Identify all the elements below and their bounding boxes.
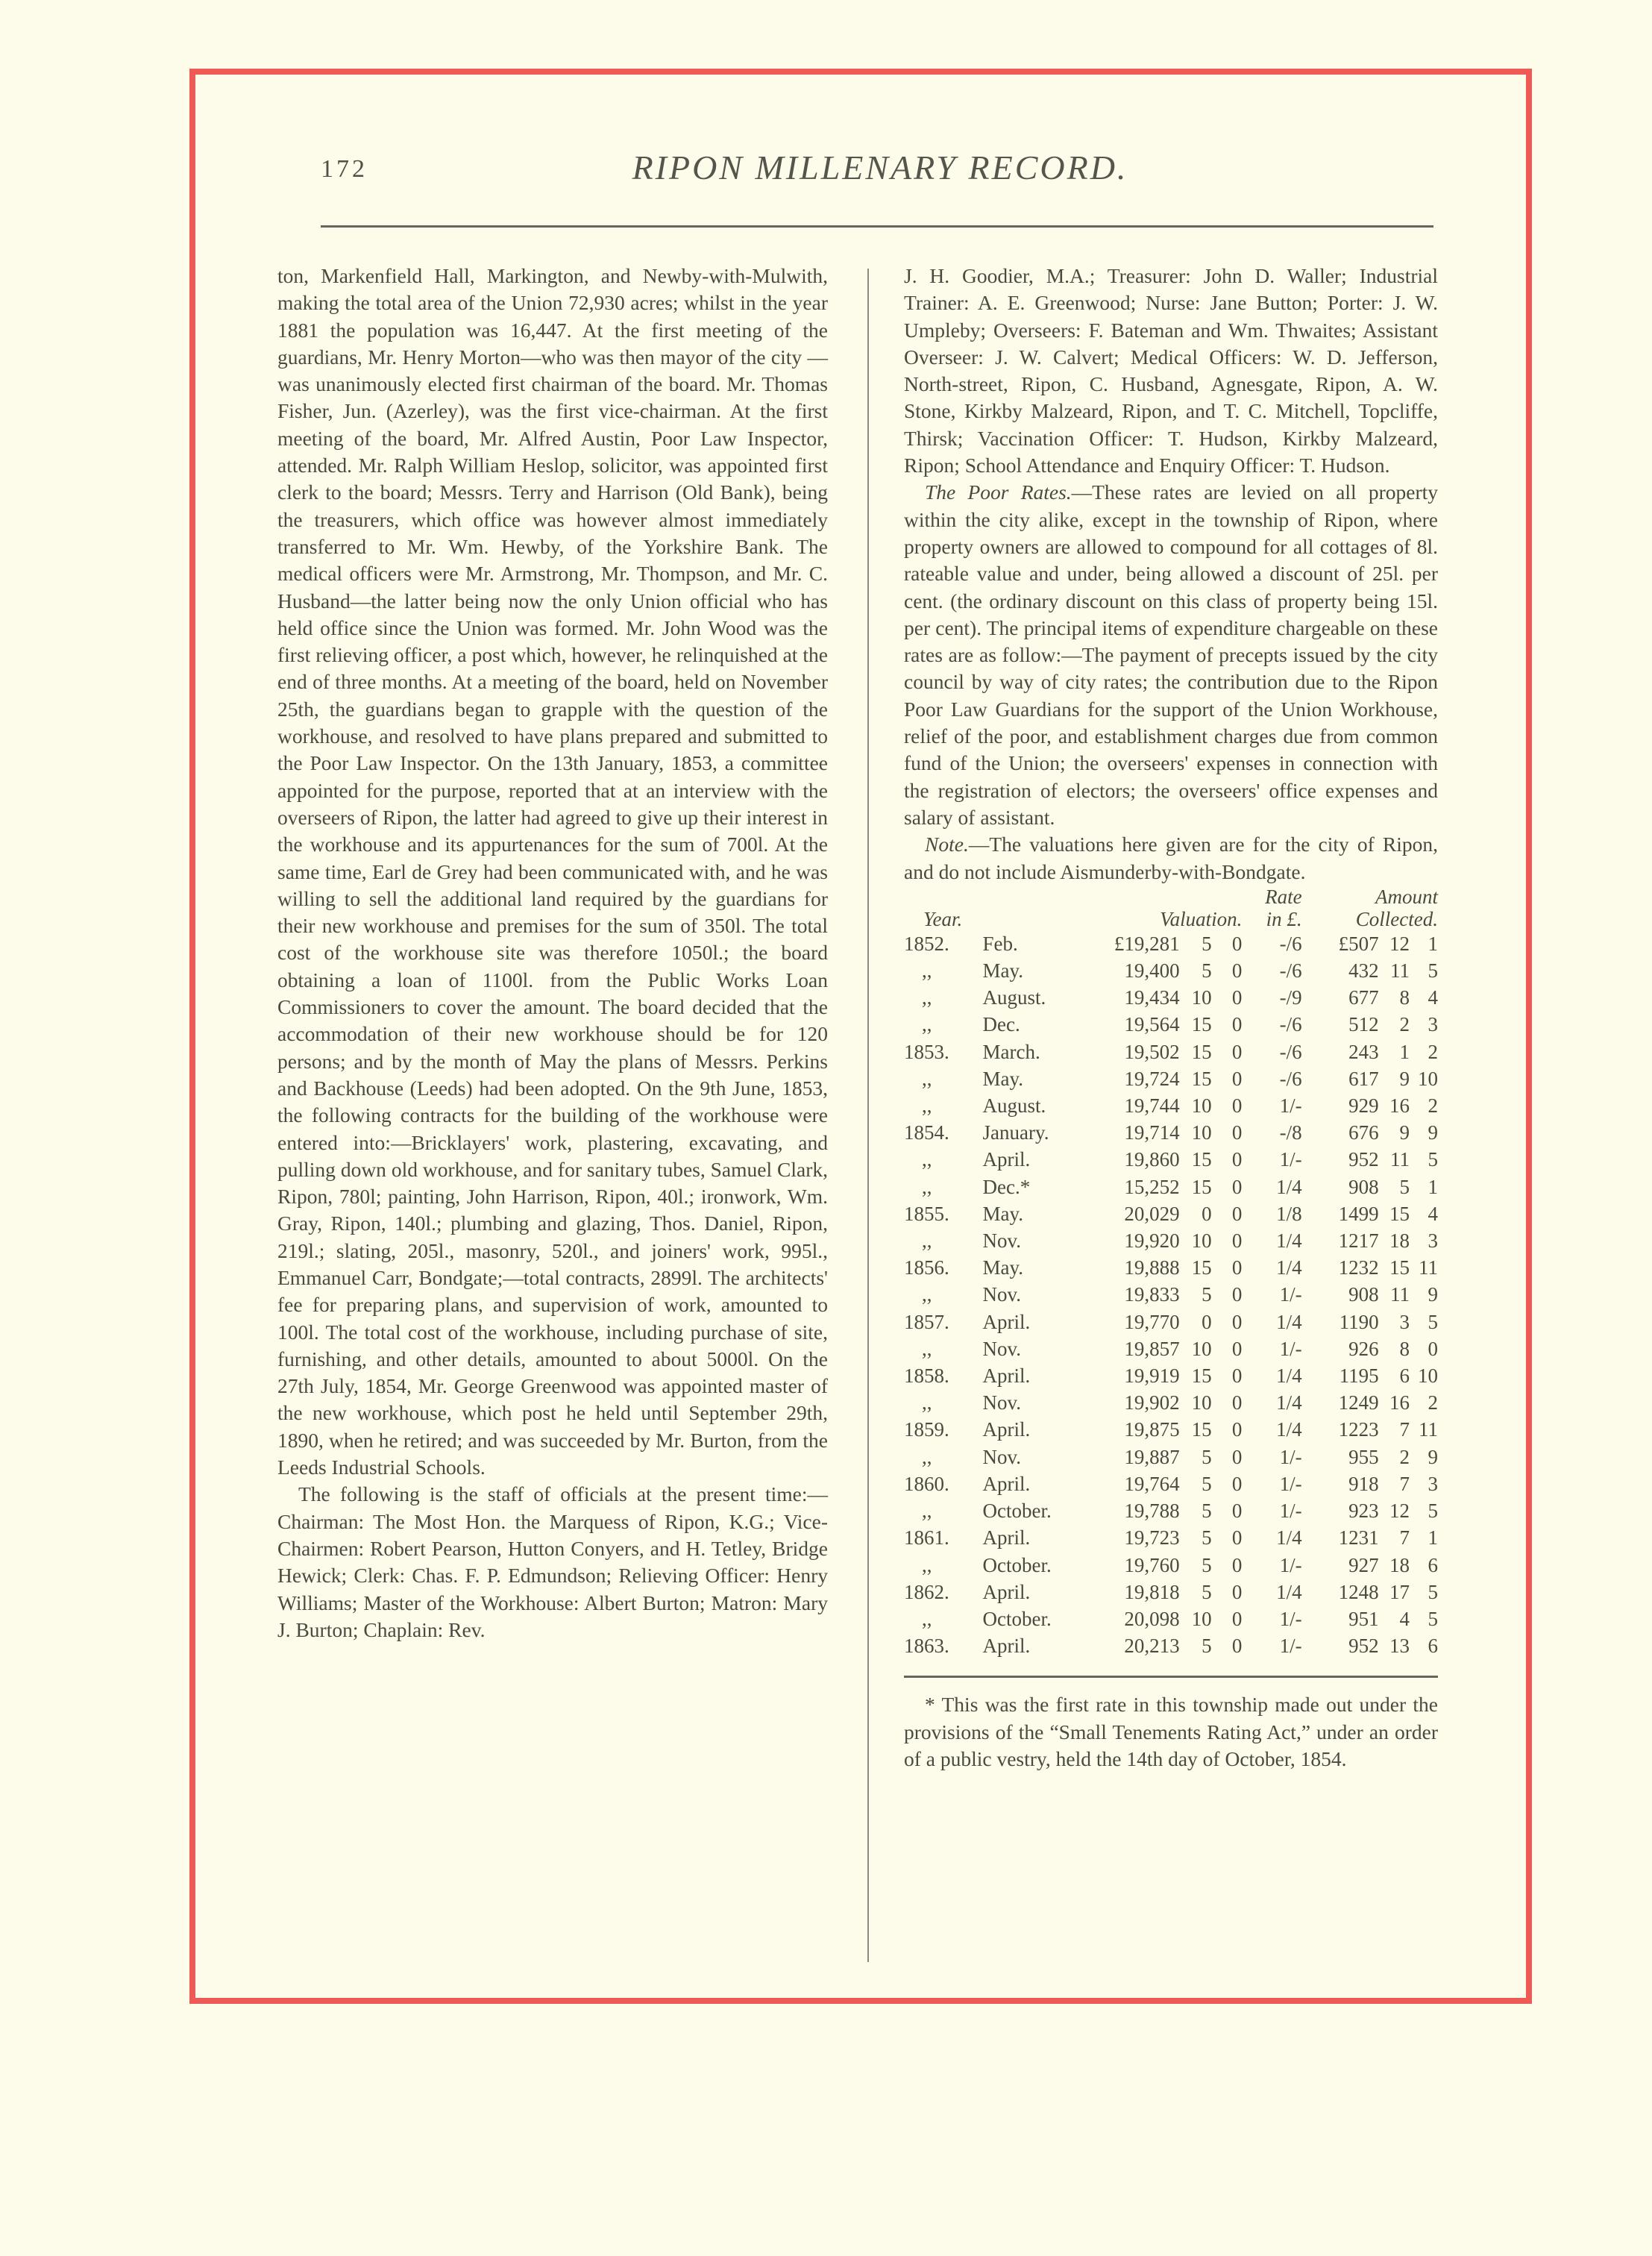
cell-amount-pence: 2 (1428, 1094, 1438, 1118)
cell-year: 1857. (904, 1310, 949, 1333)
cell-amount-pence: 4 (1428, 1202, 1438, 1225)
cell-year: ,, (922, 1445, 932, 1468)
right-column (904, 263, 1438, 1773)
cell-rate: -/8 (1279, 1121, 1302, 1144)
cell-amount-pence: 1 (1428, 932, 1438, 955)
cell-year: ,, (922, 1175, 932, 1198)
cell-valuation-pence: 0 (1231, 1067, 1243, 1090)
cell-month: April. (982, 1635, 1031, 1658)
poor-rates-table (904, 886, 1438, 1659)
cell-amount-pence: 9 (1428, 1445, 1438, 1468)
cell-amount-pence: 11 (1419, 1256, 1438, 1279)
cell-valuation-pounds: 19,502 (1124, 1040, 1180, 1063)
cell-amount-pence: 6 (1428, 1553, 1438, 1576)
cell-year: ,, (922, 1337, 932, 1360)
table-row (904, 1335, 1438, 1362)
cell-year: 1855. (904, 1202, 949, 1225)
cell-rate: -/6 (1279, 932, 1302, 955)
cell-month: April. (982, 1472, 1031, 1495)
cell-year: ,, (922, 986, 932, 1009)
cell-valuation-shillings: 5 (1202, 1635, 1212, 1658)
cell-valuation-pence: 0 (1231, 1175, 1243, 1198)
cell-month: April. (982, 1526, 1031, 1550)
cell-amount-pounds: 1217 (1338, 1229, 1379, 1253)
cell-amount-shillings: 6 (1399, 1364, 1410, 1388)
cell-amount-pence: 1 (1428, 1526, 1438, 1550)
cell-valuation-shillings: 10 (1191, 986, 1212, 1009)
cell-amount-pence: 5 (1428, 959, 1438, 983)
cell-amount-pounds: £507 (1338, 932, 1379, 955)
cell-valuation-pounds: 19,875 (1124, 1418, 1180, 1441)
cell-valuation-pence: 0 (1231, 1229, 1243, 1253)
table-row (904, 1146, 1438, 1173)
cell-amount-pounds: 951 (1348, 1607, 1379, 1630)
table-row (904, 1309, 1438, 1335)
footnote-rule (904, 1676, 1438, 1678)
table-row (904, 1174, 1438, 1200)
cell-valuation-pence: 0 (1231, 1553, 1243, 1576)
rate-header-line2: in £. (1266, 907, 1302, 930)
cell-amount-pounds: 617 (1348, 1067, 1379, 1090)
cell-valuation-pence: 0 (1231, 1580, 1243, 1603)
cell-year: 1862. (904, 1580, 949, 1603)
cell-amount-pence: 10 (1418, 1067, 1438, 1090)
cell-rate: -/6 (1279, 1067, 1302, 1090)
cell-amount-pence: 0 (1428, 1337, 1438, 1360)
cell-amount-shillings: 7 (1399, 1526, 1410, 1550)
cell-amount-pounds: 952 (1348, 1148, 1379, 1171)
cell-valuation-shillings: 15 (1191, 1067, 1212, 1090)
cell-valuation-shillings: 10 (1191, 1094, 1212, 1118)
table-row (904, 957, 1438, 984)
paragraph-poor-rates (904, 479, 1438, 831)
cell-rate: 1/4 (1276, 1175, 1302, 1198)
cell-valuation-pence: 0 (1231, 1121, 1243, 1144)
table-row (904, 1011, 1438, 1038)
cell-amount-shillings: 7 (1399, 1418, 1410, 1441)
cell-amount-pounds: 927 (1348, 1553, 1379, 1576)
cell-amount-pounds: 677 (1348, 986, 1379, 1009)
cell-valuation-pounds: 19,920 (1124, 1229, 1180, 1253)
table-row (904, 1632, 1438, 1659)
cell-valuation-pounds: 20,098 (1124, 1607, 1180, 1630)
cell-valuation-pence: 0 (1231, 1094, 1243, 1118)
cell-month: April. (982, 1418, 1031, 1441)
cell-year: ,, (922, 1094, 932, 1118)
cell-valuation-pounds: 19,818 (1124, 1580, 1180, 1603)
cell-amount-pounds: 1190 (1339, 1310, 1379, 1333)
cell-amount-pence: 5 (1428, 1580, 1438, 1603)
cell-valuation-shillings: 15 (1191, 1256, 1212, 1279)
cell-year: 1860. (904, 1472, 949, 1495)
cell-month: Nov. (982, 1445, 1022, 1468)
cell-amount-pence: 3 (1428, 1013, 1438, 1036)
cell-month: May. (982, 959, 1024, 983)
cell-amount-pence: 9 (1428, 1283, 1438, 1306)
paragraph-union-history: ton, Markenfield Hall, Markington, and Newby-with-Mulwith, making the total area of the Union 72,930 acres; whilst in the year 1881 the population was 16,447. At the first meeting of the guardians, Mr. Henry Morton—who was then mayor of the city —was unanimously elected first chairman of the board. Mr. Thomas Fisher, Jun. (Azerley), was the first vice-chairman. At the first meeting of the board, Mr. Alfred Austin, Poor Law Inspector, attended. Mr. Ralph William Heslop, solicitor, was appointed first clerk to the board; Messrs. Terry and Harrison (Old Bank), being the treasurers, which office was however almost immediately transferred to Mr. Wm. Hewby, of the Yorkshire Bank. The medical officers were Mr. Armstrong, Mr. Thompson, and Mr. C. Husband—the latter being now the only Union official who has held office since the Union was formed. Mr. John Wood was the first relieving officer, a post which, however, he relinquished at the end of three months. At a meeting of the board, held on November 25th, the guardians began to grapple with the question of the workhouse, and resolved to have plans prepared and submitted to the Poor Law Inspector. On the 13th January, 1853, a committee appointed for the purpose, reported that at an interview with the overseers of Ripon, the latter had agreed to give up their interest in the workhouse and its appurtenances for the sum of 700l. At the same time, Earl de Grey had been communicated with, and he was willing to sell the additional land required by the guardians for their new workhouse and premises for the sum of 350l. The total cost of the workhouse site was therefore 1050l.; the board obtaining a loan of 1100l. from the Public Works Loan Commissioners to cover the amount. The board decided that the accommodation of their new workhouse should be for 120 persons; and by the month of May the plans of Messrs. Perkins and Backhouse (Leeds) had been adopted. On the 9th June, 1853, the following contracts for the building of the workhouse were entered into:—Bricklayers' work, plastering, excavating, and pulling down old workhouse, and for sanitary tubes, Samuel Clark, Ripon, 780l; painting, John Harrison, Ripon, 40l.; ironwork, Wm. Gray, Ripon, 140l.; plumbing and glazing, Thos. Daniel, Ripon, 219l.; slating, 205l., masonry, 520l., and joiners' work, 995l., Emmanuel Carr, Bondgate;—total contracts, 2899l. The architects' fee for preparing plans, and supervision of work, amounted to 100l. The total cost of the workhouse, including purchase of site, furnishing, and other details, amounted to about 5000l. On the 27th July, 1854, Mr. George Greenwood was appointed master of the new workhouse, which post he held until September 29th, 1890, when he retired; and was succeeded by Mr. Burton, from the Leeds Industrial Schools. (277, 264, 828, 1479)
table-row (904, 1605, 1438, 1632)
cell-amount-pounds: 952 (1348, 1635, 1379, 1658)
cell-month: Dec. (982, 1013, 1020, 1036)
left-column (277, 263, 828, 1644)
cell-amount-shillings: 11 (1389, 1148, 1410, 1171)
cell-amount-pounds: 926 (1348, 1337, 1379, 1360)
cell-rate: 1/4 (1276, 1310, 1302, 1333)
cell-valuation-shillings: 15 (1191, 1364, 1212, 1388)
cell-rate: 1/4 (1276, 1526, 1302, 1550)
cell-rate: 1/4 (1276, 1364, 1302, 1388)
cell-amount-shillings: 9 (1399, 1121, 1410, 1144)
cell-rate: 1/- (1279, 1445, 1302, 1468)
cell-valuation-pounds: 20,213 (1124, 1635, 1180, 1658)
cell-valuation-pounds: 19,723 (1124, 1526, 1180, 1550)
table-row (904, 1281, 1438, 1308)
table-row (904, 1416, 1438, 1443)
cell-month: April. (982, 1310, 1031, 1333)
table-row (904, 1389, 1438, 1416)
cell-valuation-pounds: 19,770 (1124, 1310, 1180, 1333)
cell-valuation-pounds: 19,434 (1124, 986, 1180, 1009)
cell-valuation-pounds: 19,400 (1124, 959, 1180, 983)
cell-valuation-shillings: 5 (1202, 959, 1212, 983)
cell-valuation-pence: 0 (1231, 1607, 1243, 1630)
cell-year: ,, (922, 959, 932, 983)
cell-valuation-shillings: 0 (1202, 1310, 1212, 1333)
cell-amount-pounds: 918 (1348, 1472, 1379, 1495)
cell-valuation-pounds: 19,919 (1124, 1364, 1180, 1388)
cell-amount-shillings: 8 (1399, 1337, 1410, 1360)
table-row (904, 1227, 1438, 1254)
cell-valuation-pence: 0 (1231, 1364, 1243, 1388)
cell-amount-pounds: 1248 (1338, 1580, 1379, 1603)
cell-month: April. (982, 1364, 1031, 1388)
cell-month: Feb. (982, 932, 1018, 955)
cell-amount-pence: 5 (1428, 1500, 1438, 1523)
running-title: RIPON MILLENARY RECORD. (632, 148, 1128, 187)
cell-rate: 1/4 (1276, 1256, 1302, 1279)
poor-rates-body: —These rates are levied on all property within the city alike, except in the township of Ripon, where property owners are allowed to compound for all cottages of 8l. rateable value and under, being allowed a discount of 25l. per cent. (the ordinary discount on this class of property being 15l. per cent). The principal items of expenditure chargeable on these rates are as follow:—The payment of precepts issued by the city council by way of city rates; the contribution due to the Ripon Poor Law Guardians for the support of the Union Workhouse, relief of the poor, and establishment charges due from common fund of the Union; the overseers' expenses in connection with the registration of electors; the overseers' office expenses and salary of assistant. (904, 480, 1438, 829)
cell-month: August. (982, 986, 1046, 1009)
cell-valuation-shillings: 15 (1191, 1148, 1212, 1171)
cell-month: Nov. (982, 1283, 1022, 1306)
note-body: —The valuations here given are for the city of Ripon, and do not include Aismunderby-with-Bondgate. (904, 833, 1438, 883)
cell-month: January. (982, 1121, 1049, 1144)
cell-amount-shillings: 2 (1399, 1013, 1410, 1036)
cell-amount-shillings: 18 (1389, 1553, 1410, 1576)
cell-valuation-shillings: 5 (1202, 1472, 1212, 1495)
cell-valuation-pence: 0 (1231, 1526, 1243, 1550)
cell-rate: 1/- (1279, 1472, 1302, 1495)
cell-rate: 1/- (1279, 1337, 1302, 1360)
cell-valuation-pence: 0 (1231, 1391, 1243, 1414)
cell-year: 1853. (904, 1040, 949, 1063)
cell-amount-pounds: 908 (1348, 1175, 1379, 1198)
cell-month: May. (982, 1256, 1024, 1279)
cell-month: August. (982, 1094, 1046, 1118)
cell-valuation-pence: 0 (1231, 1013, 1243, 1036)
cell-month: April. (982, 1148, 1031, 1171)
cell-rate: 1/4 (1276, 1229, 1302, 1253)
cell-year: ,, (922, 1607, 932, 1630)
cell-valuation-pence: 0 (1231, 1310, 1243, 1333)
cell-amount-pounds: 1499 (1338, 1202, 1379, 1225)
cell-rate: 1/8 (1276, 1202, 1302, 1225)
cell-amount-shillings: 17 (1389, 1580, 1410, 1603)
cell-rate: 1/- (1279, 1148, 1302, 1171)
cell-amount-pence: 1 (1428, 1175, 1438, 1198)
cell-valuation-pence: 0 (1231, 959, 1243, 983)
cell-amount-pounds: 243 (1348, 1040, 1379, 1063)
valuation-header: Valuation. (1160, 907, 1243, 930)
page-header (321, 148, 1439, 192)
cell-amount-pence: 5 (1428, 1148, 1438, 1171)
table-row (904, 1444, 1438, 1470)
cell-year: 1854. (904, 1121, 949, 1144)
cell-amount-shillings: 11 (1389, 1283, 1410, 1306)
cell-amount-pence: 11 (1419, 1418, 1438, 1441)
cell-month: Nov. (982, 1337, 1022, 1360)
cell-valuation-pounds: £19,281 (1114, 932, 1180, 955)
cell-year: ,, (922, 1391, 932, 1414)
cell-year: ,, (922, 1229, 932, 1253)
poor-rates-heading: The Poor Rates. (925, 480, 1072, 504)
cell-month: October. (982, 1607, 1052, 1630)
cell-amount-pence: 6 (1428, 1635, 1438, 1658)
cell-amount-pounds: 908 (1348, 1283, 1379, 1306)
cell-amount-shillings: 12 (1389, 932, 1410, 955)
table-row (904, 1497, 1438, 1524)
header-rule (321, 225, 1433, 228)
paragraph-staff: The following is the staff of officials at the present time:—Chairman: The Most Hon. the Marquess of Ripon, K.G.; Vice-Chairmen: Robert Pearson, Hutton Conyers, and H. Tetley, Bridge Hewick; Clerk: Chas. F. P. Edmundson; Relieving Officer: Henry Williams; Master of the Workhouse: Albert Burton; Matron: Mary J. Burton; Chaplain: Rev. (277, 1482, 828, 1641)
cell-valuation-pence: 0 (1231, 1040, 1243, 1063)
table-row (904, 1065, 1438, 1092)
cell-amount-shillings: 15 (1389, 1202, 1410, 1225)
cell-amount-pence: 10 (1418, 1364, 1438, 1388)
cell-valuation-pence: 0 (1231, 1472, 1243, 1495)
cell-amount-shillings: 12 (1389, 1500, 1410, 1523)
cell-year: 1859. (904, 1418, 949, 1441)
cell-amount-pence: 3 (1428, 1229, 1438, 1253)
cell-valuation-shillings: 15 (1191, 1040, 1212, 1063)
cell-year: 1858. (904, 1364, 949, 1388)
cell-valuation-pounds: 19,724 (1124, 1067, 1180, 1090)
table-header-row-1 (904, 886, 1438, 908)
cell-valuation-pence: 0 (1231, 1635, 1243, 1658)
cell-valuation-shillings: 5 (1202, 1580, 1212, 1603)
cell-amount-shillings: 11 (1389, 959, 1410, 983)
cell-month: March. (982, 1040, 1040, 1063)
cell-valuation-shillings: 5 (1202, 932, 1212, 955)
cell-valuation-pounds: 19,564 (1124, 1013, 1180, 1036)
footnote: * This was the first rate in this township made out under the provisions of the “Small Tenements Rating Act,” under an order of a public vestry, held the 14th day of October, 1854. (904, 1693, 1438, 1770)
cell-valuation-shillings: 5 (1202, 1526, 1212, 1550)
cell-amount-pence: 2 (1428, 1391, 1438, 1414)
cell-valuation-pounds: 19,744 (1124, 1094, 1180, 1118)
cell-amount-shillings: 16 (1389, 1094, 1410, 1118)
cell-valuation-pence: 0 (1231, 1148, 1243, 1171)
table-row (904, 984, 1438, 1011)
cell-rate: 1/- (1279, 1283, 1302, 1306)
table-row (904, 1119, 1438, 1146)
cell-rate: 1/4 (1276, 1418, 1302, 1441)
cell-valuation-pounds: 19,760 (1124, 1553, 1180, 1576)
cell-valuation-pence: 0 (1231, 1500, 1243, 1523)
table-row (904, 1254, 1438, 1281)
cell-month: October. (982, 1553, 1052, 1576)
cell-valuation-pounds: 19,860 (1124, 1148, 1180, 1171)
cell-valuation-shillings: 10 (1191, 1607, 1212, 1630)
rate-header-line1: Rate (1265, 885, 1302, 908)
cell-valuation-shillings: 15 (1191, 1175, 1212, 1198)
cell-year: ,, (922, 1500, 932, 1523)
cell-amount-pence: 5 (1428, 1310, 1438, 1333)
cell-rate: 1/- (1279, 1094, 1302, 1118)
cell-valuation-shillings: 10 (1191, 1229, 1212, 1253)
cell-valuation-pence: 0 (1231, 1283, 1243, 1306)
cell-rate: -/6 (1279, 1040, 1302, 1063)
paragraph-note (904, 831, 1438, 886)
cell-valuation-shillings: 5 (1202, 1283, 1212, 1306)
cell-valuation-shillings: 5 (1202, 1445, 1212, 1468)
cell-valuation-shillings: 15 (1191, 1013, 1212, 1036)
cell-amount-shillings: 2 (1399, 1445, 1410, 1468)
table-row (904, 930, 1438, 957)
cell-year: 1852. (904, 932, 949, 955)
cell-amount-pounds: 1223 (1338, 1418, 1379, 1441)
cell-valuation-pounds: 20,029 (1124, 1202, 1180, 1225)
cell-amount-pence: 9 (1428, 1121, 1438, 1144)
page-number: 172 (321, 155, 368, 183)
cell-valuation-shillings: 10 (1191, 1337, 1212, 1360)
cell-rate: 1/- (1279, 1635, 1302, 1658)
cell-amount-shillings: 13 (1389, 1635, 1410, 1658)
cell-valuation-pence: 0 (1231, 1445, 1243, 1468)
cell-month: Dec.* (982, 1175, 1031, 1198)
cell-valuation-pounds: 19,714 (1124, 1121, 1180, 1144)
cell-valuation-shillings: 15 (1191, 1418, 1212, 1441)
cell-valuation-pounds: 19,902 (1124, 1391, 1180, 1414)
cell-valuation-pence: 0 (1231, 1418, 1243, 1441)
cell-valuation-pounds: 19,857 (1124, 1337, 1180, 1360)
cell-valuation-pence: 0 (1231, 932, 1243, 955)
cell-amount-pounds: 676 (1348, 1121, 1379, 1144)
cell-amount-pounds: 1231 (1338, 1526, 1379, 1550)
cell-year: 1861. (904, 1526, 949, 1550)
cell-amount-pounds: 923 (1348, 1500, 1379, 1523)
cell-year: ,, (922, 1148, 932, 1171)
cell-amount-shillings: 8 (1399, 986, 1410, 1009)
amount-header-line2: Collected. (1355, 907, 1438, 930)
cell-valuation-pounds: 19,833 (1124, 1283, 1180, 1306)
cell-month: May. (982, 1202, 1024, 1225)
cell-amount-shillings: 7 (1399, 1472, 1410, 1495)
table-row (904, 1092, 1438, 1119)
cell-amount-shillings: 16 (1389, 1391, 1410, 1414)
cell-valuation-pounds: 15,252 (1124, 1175, 1180, 1198)
cell-amount-pounds: 512 (1348, 1013, 1379, 1036)
table-row (904, 1362, 1438, 1389)
cell-month: Nov. (982, 1391, 1022, 1414)
year-header: Year. (923, 907, 963, 930)
rates-table-body (904, 930, 1438, 1659)
cell-valuation-pence: 0 (1231, 986, 1243, 1009)
cell-rate: 1/4 (1276, 1391, 1302, 1414)
cell-valuation-pence: 0 (1231, 1337, 1243, 1360)
table-row (904, 1038, 1438, 1065)
cell-valuation-pence: 0 (1231, 1256, 1243, 1279)
table-header-row-2 (904, 908, 1438, 930)
cell-year: ,, (922, 1067, 932, 1090)
cell-amount-pence: 2 (1428, 1040, 1438, 1063)
cell-amount-shillings: 18 (1389, 1229, 1410, 1253)
cell-amount-pounds: 1249 (1338, 1391, 1379, 1414)
note-heading: Note. (925, 833, 969, 856)
table-row (904, 1552, 1438, 1579)
cell-month: Nov. (982, 1229, 1022, 1253)
cell-amount-pence: 5 (1428, 1607, 1438, 1630)
cell-amount-pence: 4 (1428, 986, 1438, 1009)
cell-valuation-shillings: 0 (1202, 1202, 1212, 1225)
cell-valuation-shillings: 5 (1202, 1553, 1212, 1576)
column-divider (867, 269, 869, 1962)
cell-year: 1856. (904, 1256, 949, 1279)
cell-rate: 1/- (1279, 1607, 1302, 1630)
paragraph-staff-continued: J. H. Goodier, M.A.; Treasurer: John D. Waller; Industrial Trainer: A. E. Greenwood; Nurse: Jane Button; Porter: J. W. Umpleby; Overseers: F. Bateman and Wm. Thwaites; Assistant Overseer: J. W. Calvert; Medical Officers: W. D. Jefferson, North-street, Ripon, C. Husband, Agnesgate, Ripon, A. W. Stone, Kirkby Malzeard, Ripon, and T. C. Mitchell, Topcliffe, Thirsk; Vaccination Officer: T. Hudson, Kirkby Malzeard, Ripon; School Attendance and Enquiry Officer: T. Hudson. (904, 264, 1438, 477)
cell-amount-pounds: 1232 (1338, 1256, 1379, 1279)
cell-rate: -/9 (1279, 986, 1302, 1009)
cell-valuation-pence: 0 (1231, 1202, 1243, 1225)
cell-amount-shillings: 15 (1389, 1256, 1410, 1279)
cell-valuation-pounds: 19,764 (1124, 1472, 1180, 1495)
cell-rate: -/6 (1279, 1013, 1302, 1036)
table-row (904, 1579, 1438, 1605)
cell-valuation-shillings: 10 (1191, 1391, 1212, 1414)
cell-valuation-shillings: 5 (1202, 1500, 1212, 1523)
cell-amount-shillings: 1 (1399, 1040, 1410, 1063)
table-row (904, 1524, 1438, 1551)
amount-header-line1: Amount (1375, 885, 1438, 908)
cell-valuation-pounds: 19,887 (1124, 1445, 1180, 1468)
cell-rate: 1/- (1279, 1500, 1302, 1523)
cell-year: ,, (922, 1283, 932, 1306)
cell-valuation-pounds: 19,788 (1124, 1500, 1180, 1523)
cell-rate: 1/4 (1276, 1580, 1302, 1603)
cell-amount-pounds: 955 (1348, 1445, 1379, 1468)
cell-valuation-pounds: 19,888 (1124, 1256, 1180, 1279)
cell-rate: -/6 (1279, 959, 1302, 983)
cell-year: ,, (922, 1553, 932, 1576)
cell-year: 1863. (904, 1635, 949, 1658)
cell-year: ,, (922, 1013, 932, 1036)
cell-amount-shillings: 9 (1399, 1067, 1410, 1090)
cell-amount-pence: 3 (1428, 1472, 1438, 1495)
cell-month: May. (982, 1067, 1024, 1090)
cell-amount-pounds: 929 (1348, 1094, 1379, 1118)
cell-rate: 1/- (1279, 1553, 1302, 1576)
cell-valuation-shillings: 10 (1191, 1121, 1212, 1144)
cell-month: April. (982, 1580, 1031, 1603)
cell-amount-shillings: 5 (1399, 1175, 1410, 1198)
cell-month: October. (982, 1500, 1052, 1523)
cell-amount-shillings: 3 (1399, 1310, 1410, 1333)
cell-amount-pounds: 1195 (1339, 1364, 1379, 1388)
table-row (904, 1470, 1438, 1497)
cell-amount-pounds: 432 (1348, 959, 1379, 983)
table-row (904, 1200, 1438, 1227)
cell-amount-shillings: 4 (1399, 1607, 1410, 1630)
